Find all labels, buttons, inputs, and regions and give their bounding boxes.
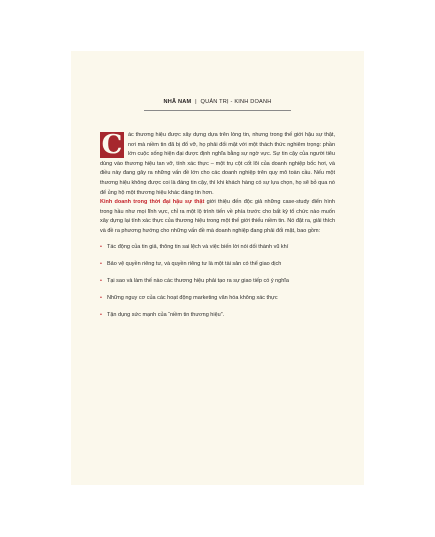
book-back-cover — [71, 51, 364, 485]
list-item — [100, 260, 335, 270]
list-item — [100, 294, 335, 304]
list-item — [100, 277, 335, 287]
summary-text: giới thiệu đến độc giả những case-study điển hình trong hầu như mọi lĩnh vực, chỉ ra một lộ trình tiến về phía trước cho bất kỳ tổ chức nào muốn xây dựng lại tính xác thực của thương hiệu trong một thế giới thiếu niềm tin. Nó đặt ra, giải thích và đề ra phương hướng cho những vấn đề mà doanh nghiệp đang phải đối mặt, bao gồm: — [100, 199, 335, 234]
header-separator: | — [195, 99, 197, 105]
bullet-icon: • — [100, 243, 102, 250]
description-body — [100, 131, 335, 328]
publisher-name: NHÃ NAM — [163, 99, 192, 105]
intro-text: ác thương hiệu được xây dựng dựa trên lòng tin, nhưng trong thế giới hậu sự thật, nơi mà niềm tin đã bị đổ vỡ, họ phải đối mặt với một thách thức nghiêm trọng: phần lớn cuộc sống hiện đại được định nghĩa bằng sự ngờ vực. Sự tin cậy của người tiêu dùng vào thương hiệu tan vỡ, tính xác thực – một trụ cột cốt lõi của doanh nghiệp bốc hơi, và điều này đang gây ra những vấn đề lớn cho các doanh nghiệp trên quy mô toàn cầu. Nếu một thương hiệu không được coi là đáng tin cậy, thì khi khách hàng có sự lựa chọn, họ sẽ bỏ qua nó để ủng hộ một thương hiệu khác đáng tin hơn. — [100, 132, 335, 196]
category-label: QUẢN TRỊ - KINH DOANH — [200, 99, 272, 105]
bullet-icon: • — [100, 277, 102, 284]
bullet-icon: • — [100, 311, 102, 318]
header-divider — [144, 110, 291, 111]
header — [71, 99, 364, 105]
book-summary-paragraph — [100, 198, 335, 236]
list-item-text: Tận dụng sức mạnh của “niềm tin thương hiệu”. — [107, 311, 225, 318]
topics-list — [100, 243, 335, 321]
list-item — [100, 311, 335, 321]
book-title-highlight: Kinh doanh trong thời đại hậu sự thật — [100, 199, 205, 206]
list-item-text: Tại sao và làm thế nào các thương hiệu phải tạo ra sự giao tiếp có ý nghĩa — [107, 277, 289, 284]
list-item-text: Những nguy cơ của các hoạt động marketing văn hóa không xác thực — [107, 294, 278, 301]
bullet-icon: • — [100, 260, 102, 267]
drop-cap: C — [101, 130, 123, 160]
bullet-icon: • — [100, 294, 102, 301]
list-item-text: Tác động của tin giả, thông tin sai lệch và việc biến lời nói dối thành vũ khí — [107, 243, 289, 250]
intro-paragraph — [100, 131, 335, 198]
list-item-text: Bảo vệ quyền riêng tư, và quyền riêng tư là một tài sản có thể giao dịch — [107, 260, 282, 267]
list-item — [100, 243, 335, 253]
